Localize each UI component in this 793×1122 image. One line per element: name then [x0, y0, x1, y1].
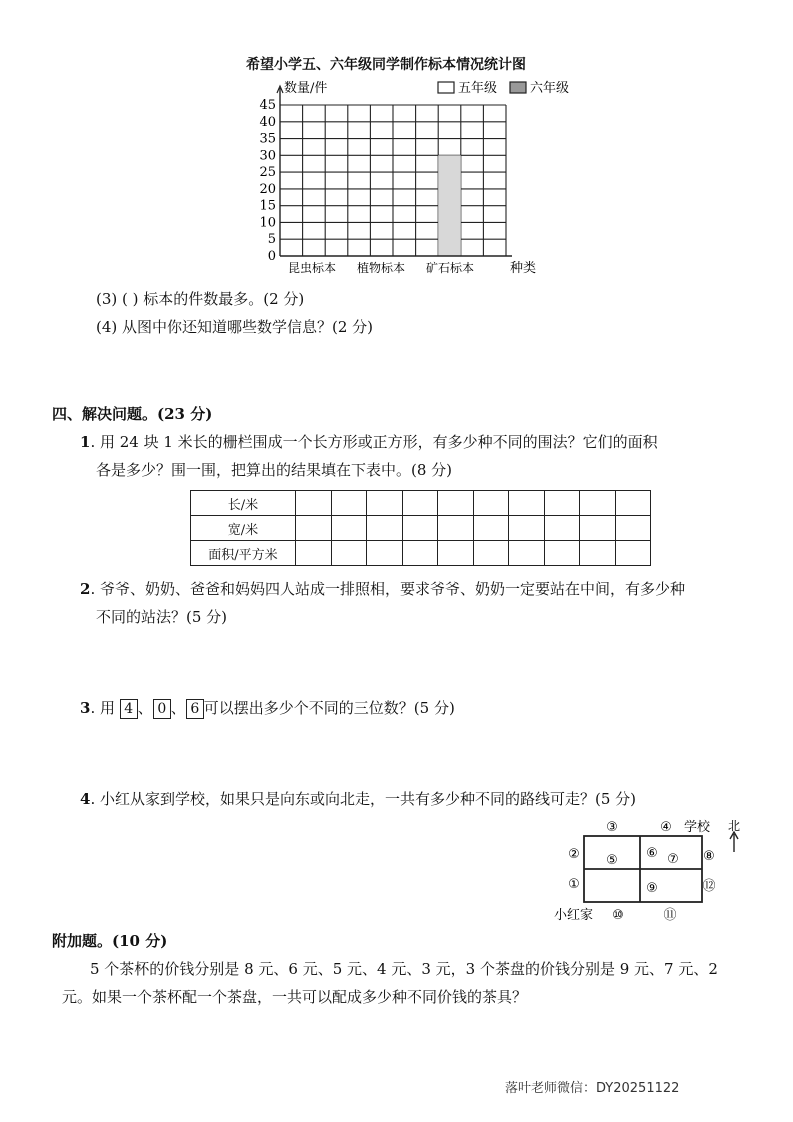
table-cell[interactable] [402, 516, 438, 541]
bonus-line2: 元。如果一个茶杯配一个茶盘，一共可以配成多少种不同价钱的茶具？ [62, 988, 528, 1006]
y-tick-label: 5 [267, 232, 276, 248]
digit-card-6: 6 [186, 699, 204, 719]
category-label: 矿石标本 [426, 261, 475, 275]
y-tick-label: 45 [259, 98, 276, 113]
y-axis-label: 数量/件 [284, 81, 328, 96]
legend [438, 80, 569, 96]
table-cell[interactable] [509, 541, 545, 566]
table-cell[interactable] [402, 541, 438, 566]
table-cell[interactable] [367, 516, 403, 541]
table-cell[interactable] [296, 491, 332, 516]
table-cell[interactable] [615, 491, 651, 516]
separator: 、 [137, 699, 153, 717]
digit-card-4: 4 [120, 699, 138, 719]
legend-label-grade6: 六年级 [530, 81, 570, 96]
table-cell[interactable] [402, 491, 438, 516]
north-arrow-icon [730, 832, 738, 852]
legend-swatch-grade6 [510, 82, 526, 93]
legend-swatch-grade5 [438, 82, 454, 93]
problem-4-line1: . 小红从家到学校，如果只是向东或向北走，一共有多少种不同的路线可走？(5 分) [90, 790, 636, 808]
section-4-heading: 四、解决问题。(23 分) [52, 405, 213, 423]
problem-2-line1: . 爷爷、奶奶、爸爸和妈妈四人站成一排照相，要求爷爷、奶奶一定要站在中间，有多少种 [90, 580, 685, 598]
north-label: 北 [728, 819, 741, 833]
x-axis-label: 种类 [510, 261, 537, 276]
row-header-area: 面积/平方米 [191, 541, 296, 566]
map-label-6: ⑥ [646, 846, 658, 861]
bar-grade6-mineral [438, 155, 461, 256]
map-label-12: ⑫ [702, 879, 716, 894]
table-row-area [191, 541, 651, 566]
map-label-9: ⑨ [646, 881, 658, 896]
table-cell[interactable] [438, 541, 474, 566]
footer-contact: 落叶老师微信：DY20251122 [505, 1081, 680, 1096]
problem-2-line2: 不同的站法？(5 分) [96, 608, 228, 626]
problem-1 [80, 431, 658, 453]
table-cell[interactable] [580, 541, 616, 566]
table-cell[interactable] [473, 516, 509, 541]
y-tick-label: 20 [259, 181, 276, 197]
table-cell[interactable] [615, 541, 651, 566]
category-label: 植物标本 [357, 261, 406, 275]
school-label: 学校 [684, 820, 711, 835]
problem-4 [80, 788, 636, 810]
route-map [552, 814, 752, 926]
separator: 、 [170, 699, 186, 717]
row-header-width: 宽/米 [191, 516, 296, 541]
bar-chart [240, 78, 600, 278]
table-cell[interactable] [544, 541, 580, 566]
category-label: 昆虫标本 [288, 261, 337, 275]
table-cell[interactable] [509, 491, 545, 516]
map-label-10: ⑩ [612, 908, 624, 923]
legend-label-grade5: 五年级 [458, 81, 498, 96]
table-cell[interactable] [331, 516, 367, 541]
problem-2 [80, 578, 685, 600]
map-label-1: ① [568, 877, 580, 892]
question-3-3: (3) ( ) 标本的件数最多。(2 分) [96, 290, 305, 308]
table-cell[interactable] [544, 491, 580, 516]
answer-table [190, 490, 651, 566]
map-label-4: ④ [660, 820, 672, 835]
map-label-3: ③ [606, 820, 618, 835]
table-cell[interactable] [438, 516, 474, 541]
row-header-length: 长/米 [191, 491, 296, 516]
problem-3-pre: . 用 [90, 699, 115, 717]
table-cell[interactable] [296, 541, 332, 566]
table-cell[interactable] [296, 516, 332, 541]
table-cell[interactable] [580, 516, 616, 541]
problem-3-post: 可以摆出多少个不同的三位数？(5 分) [203, 699, 455, 717]
question-3-4: (4) 从图中你还知道哪些数学信息？(2 分) [96, 318, 374, 336]
table-cell[interactable] [509, 516, 545, 541]
y-tick-label: 0 [267, 249, 276, 264]
table-cell[interactable] [331, 491, 367, 516]
y-tick-label: 35 [259, 131, 276, 147]
table-cell[interactable] [367, 491, 403, 516]
table-cell[interactable] [615, 516, 651, 541]
y-tick-label: 25 [259, 165, 276, 181]
map-label-5: ⑤ [606, 853, 618, 868]
y-tick-label: 15 [259, 198, 276, 214]
table-cell[interactable] [473, 491, 509, 516]
problem-3 [80, 697, 455, 719]
table-cell[interactable] [544, 516, 580, 541]
table-row-width [191, 516, 651, 541]
map-label-7: ⑦ [667, 852, 679, 867]
table-cell[interactable] [438, 491, 474, 516]
problem-1-line1: . 用 24 块 1 米长的栅栏围成一个长方形或正方形，有多少种不同的围法？它们的面积 [90, 433, 658, 451]
problem-1-line2: 各是多少？围一围，把算出的结果填在下表中。(8 分) [96, 461, 453, 479]
y-tick-label: 10 [259, 215, 276, 231]
table-cell[interactable] [331, 541, 367, 566]
map-label-2: ② [568, 847, 580, 862]
digit-card-0: 0 [153, 699, 171, 719]
bonus-line1: 5 个茶杯的价钱分别是 8 元、6 元、5 元、4 元、3 元，3 个茶盘的价钱分别是 9 元、7 元、2 [90, 960, 718, 978]
table-cell[interactable] [473, 541, 509, 566]
y-tick-label: 40 [259, 114, 276, 130]
problem-2-number: 2 [80, 580, 91, 598]
map-label-8: ⑧ [703, 849, 715, 864]
problem-3-number: 3 [80, 699, 91, 717]
table-row-length [191, 491, 651, 516]
problem-4-number: 4 [80, 790, 91, 808]
problem-1-number: 1 [80, 433, 91, 451]
home-label: 小红家 [554, 908, 594, 923]
bonus-heading: 附加题。(10 分) [52, 932, 168, 950]
map-label-11: ⑪ [663, 908, 677, 923]
chart-title: 希望小学五、六年级同学制作标本情况统计图 [246, 57, 526, 73]
table-cell[interactable] [367, 541, 403, 566]
table-cell[interactable] [580, 491, 616, 516]
y-tick-label: 30 [259, 148, 276, 164]
